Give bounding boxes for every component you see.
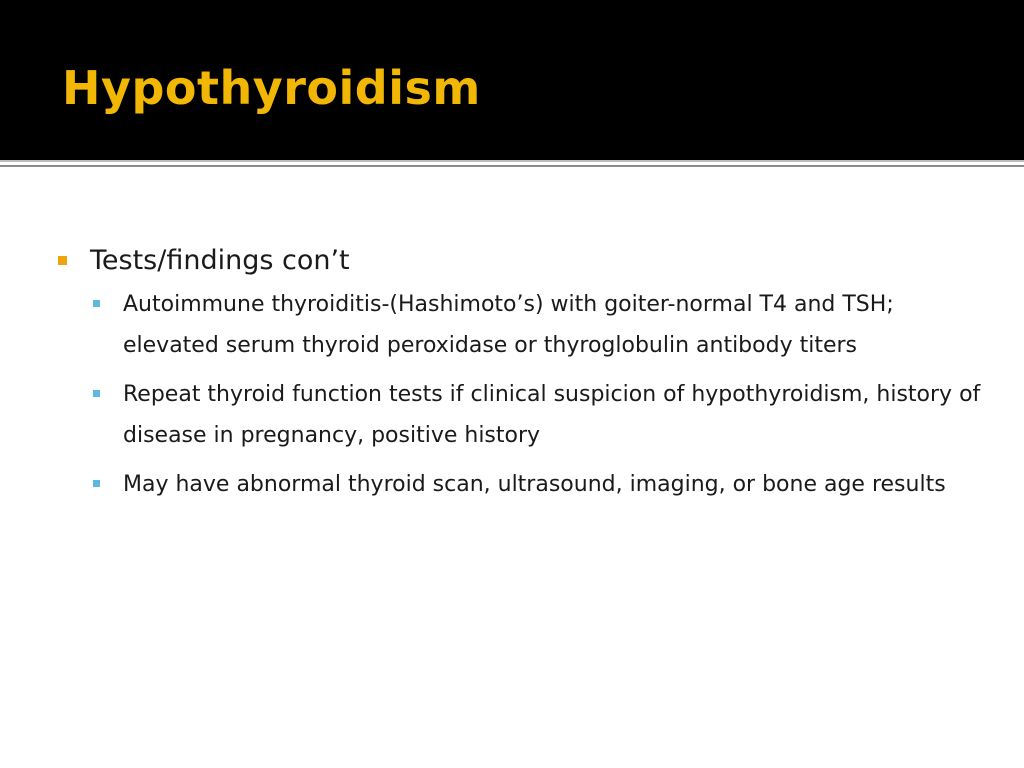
square-bullet-icon bbox=[58, 256, 67, 265]
title-bar bbox=[0, 0, 1024, 160]
sub-bullet-item bbox=[90, 464, 996, 505]
square-bullet-icon bbox=[93, 390, 100, 397]
square-bullet-icon bbox=[93, 300, 100, 307]
sub-bullet-text: Autoimmune thyroiditis-(Hashimoto’s) with goiter-normal T4 and TSH; elevated serum thyroid peroxidase or thyroglobulin antibody titers bbox=[123, 292, 894, 358]
square-bullet-icon bbox=[93, 480, 100, 487]
divider-line bbox=[0, 160, 1024, 162]
slide-content bbox=[56, 240, 996, 513]
bullet-level-1 bbox=[56, 240, 996, 282]
bullet-text: Tests/findings con’t bbox=[90, 245, 350, 276]
slide-title: Hypothyroidism bbox=[62, 61, 481, 115]
sub-bullet-text: May have abnormal thyroid scan, ultrasound, imaging, or bone age results bbox=[123, 472, 946, 497]
sub-bullet-item bbox=[90, 284, 996, 366]
sub-bullet-text: Repeat thyroid function tests if clinical suspicion of hypothyroidism, history of disease in pregnancy, positive history bbox=[123, 382, 981, 448]
sub-bullet-list bbox=[56, 284, 996, 505]
divider-line-dark bbox=[0, 165, 1024, 167]
sub-bullet-item bbox=[90, 374, 996, 456]
